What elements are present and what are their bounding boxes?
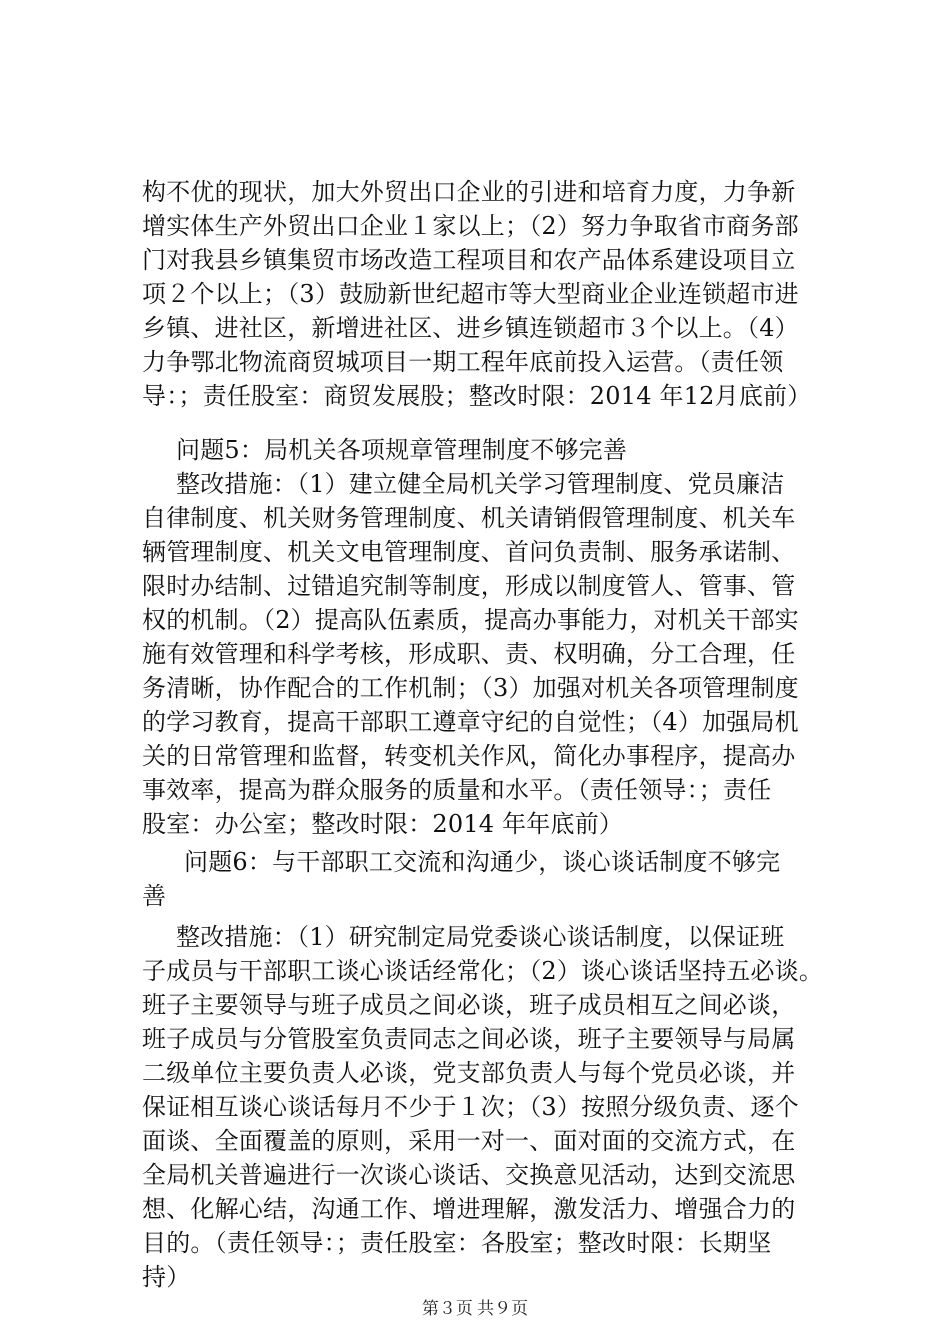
text-line: 导：；责任股室：商贸发展股；整改时限：2014 年12月底前） (142, 382, 812, 410)
text-line: 善 (142, 882, 167, 910)
page-footer: 第３页 共９页 (421, 1299, 529, 1318)
text-line: 辆管理制度、机关文电管理制度、首问负责制、服务承诺制、 (142, 538, 796, 566)
text-line: 整改措施：（1）研究制定局党委谈心谈话制度，以保证班 (176, 923, 785, 951)
text-line: 务清晰，协作配合的工作机制；（3）加强对机关各项管理制度 (142, 674, 799, 702)
text-line: 自律制度、机关财务管理制度、机关请销假管理制度、机关车 (142, 504, 796, 532)
text-line: 项２个以上；（3）鼓励新世纪超市等大型商业企业连锁超市进 (142, 280, 799, 308)
text-line: 门对我县乡镇集贸市场改造工程项目和农产品体系建设项目立 (142, 246, 796, 274)
text-line: 事效率，提高为群众服务的质量和水平。（责任领导：；责任 (142, 776, 772, 804)
issue-heading-6: 问题6：与干部职工交流和沟通少，谈心谈话制度不够完 (184, 848, 781, 876)
text-line: 构不优的现状，加大外贸出口企业的引进和培育力度，力争新 (142, 178, 796, 206)
text-line: 二级单位主要负责人必谈，党支部负责人与每个党员必谈，并 (142, 1059, 796, 1087)
text-line: 班子成员与分管股室负责同志之间必谈，班子主要领导与局属 (142, 1025, 796, 1053)
text-line: 面谈、全面覆盖的原则，采用一对一、面对面的交流方式，在 (142, 1127, 796, 1155)
text-line: 力争鄂北物流商贸城项目一期工程年底前投入运营。（责任领 (142, 348, 784, 376)
text-line: 的学习教育，提高干部职工遵章守纪的自觉性；（4）加强局机 (142, 708, 799, 736)
text-line: 增实体生产外贸出口企业１家以上；（2）努力争取省市商务部 (142, 212, 799, 240)
text-line: 全局机关普遍进行一次谈心谈话、交换意见活动，达到交流思 (142, 1161, 796, 1189)
text-line: 股室：办公室；整改时限：2014 年年底前） (142, 810, 624, 838)
text-line: 想、化解心结，沟通工作、增进理解，激发活力、增强合力的 (142, 1195, 796, 1223)
text-line: 子成员与干部职工谈心谈话经常化；（2）谈心谈话坚持五必谈。 (142, 957, 824, 985)
text-line: 目的。（责任领导：；责任股室：各股室；整改时限：长期坚 (142, 1229, 772, 1257)
issue-heading-5: 问题5：局机关各项规章管理制度不够完善 (176, 436, 628, 464)
text-line: 班子主要领导与班子成员之间必谈，班子成员相互之间必谈， (142, 991, 796, 1019)
text-line: 施有效管理和科学考核，形成职、责、权明确，分工合理，任 (142, 640, 796, 668)
text-line: 限时办结制、过错追究制等制度，形成以制度管人、管事、管 (142, 572, 796, 600)
text-line: 持） (142, 1263, 191, 1291)
text-line: 权的机制。（2）提高队伍素质，提高办事能力，对机关干部实 (142, 606, 799, 634)
text-line: 保证相互谈心谈话每月不少于１次；（3）按照分级负责、逐个 (142, 1093, 799, 1121)
text-line: 整改措施：（1）建立健全局机关学习管理制度、党员廉洁 (176, 470, 785, 498)
text-line: 乡镇、进社区，新增进社区、进乡镇连锁超市３个以上。（4） (142, 314, 799, 342)
text-line: 关的日常管理和监督，转变机关作风，简化办事程序，提高办 (142, 742, 796, 770)
